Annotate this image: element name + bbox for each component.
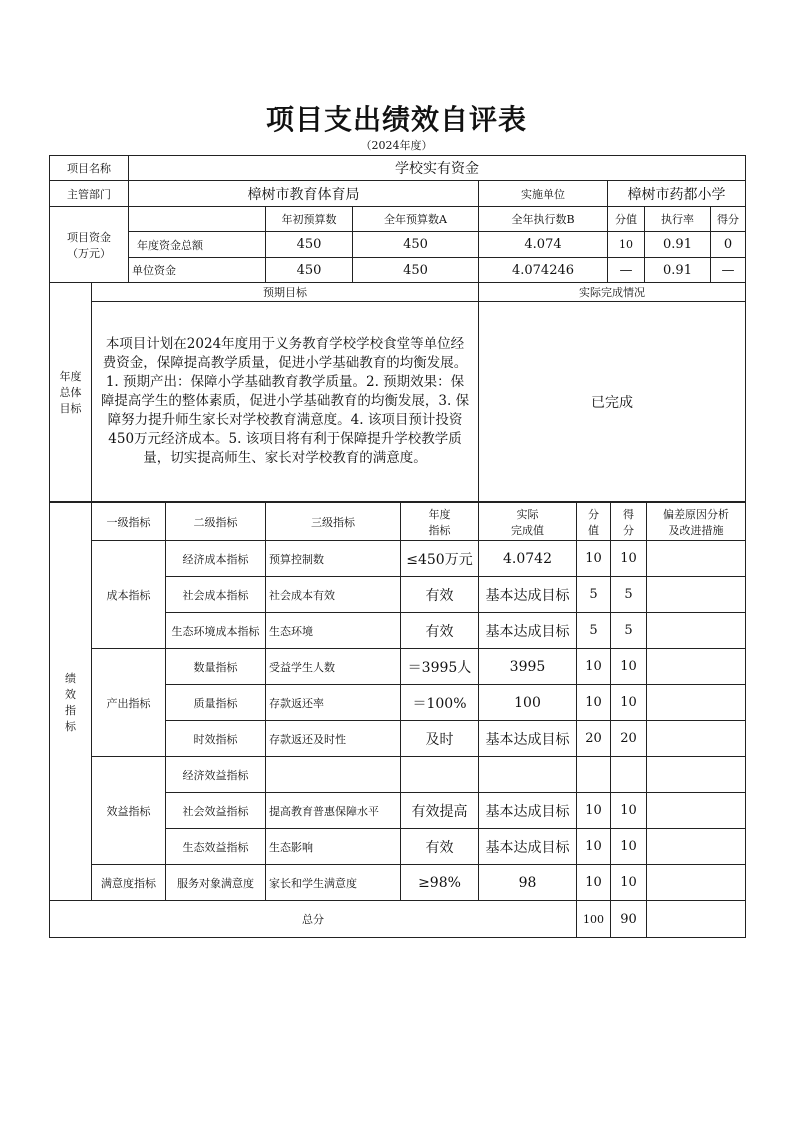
- header-score-line1: 得: [623, 507, 634, 521]
- level3-indicator: 存款返还及时性: [266, 721, 401, 757]
- funds-row: [50, 232, 746, 258]
- performance-label-char: 绩: [65, 671, 76, 685]
- total-value: 100: [577, 901, 611, 938]
- deviation-analysis: [647, 541, 746, 577]
- level3-indicator: [266, 757, 401, 793]
- annual-target: 有效提高: [401, 793, 479, 829]
- header-deviation: [647, 503, 746, 541]
- deviation-analysis: [647, 793, 746, 829]
- funds-score: 0: [711, 232, 746, 258]
- project-name-value: 学校实有资金: [129, 156, 746, 181]
- score: 10: [611, 865, 647, 901]
- level1-indicator: 产出指标: [92, 649, 166, 757]
- total-score: 90: [611, 901, 647, 938]
- goals-label: [50, 283, 92, 502]
- deviation-analysis: [647, 649, 746, 685]
- funds-score-value: —: [608, 258, 645, 283]
- annual-target: ≥98%: [401, 865, 479, 901]
- header-level3: 三级指标: [266, 503, 401, 541]
- indicator-row: [50, 757, 746, 793]
- expected-goal-text: 本项目计划在2024年度用于义务教育学校学校食堂等单位经费资金，保障提高教学质量，促进小学基础教育的均衡发展。1. 预期产出：保障小学基础教育教学质量。2. 预期效果：保障提高学生的整体素质，促进小学基础教育的均衡发展，3. 保障努力提升师生家长对学校教育满意度。4. 该项目预计投资450万元经济成本。5. 该项目将有利于保障提升学校教学质量，切实提高师生、家长对学校教育的满意度。: [92, 302, 479, 502]
- actual-value: 98: [479, 865, 577, 901]
- annual-target: ＝100%: [401, 685, 479, 721]
- level3-indicator: 社会成本有效: [266, 577, 401, 613]
- header-deviation-line2: 及改进措施: [668, 523, 724, 537]
- performance-label-char: 效: [65, 687, 76, 701]
- level3-indicator: 生态影响: [266, 829, 401, 865]
- deviation-analysis: [647, 757, 746, 793]
- level2-indicator: 服务对象满意度: [166, 865, 266, 901]
- score-value: 10: [577, 541, 611, 577]
- deviation-analysis: [647, 577, 746, 613]
- score-value: 10: [577, 649, 611, 685]
- impl-unit-value: 樟树市药都小学: [608, 181, 746, 207]
- score-value: 20: [577, 721, 611, 757]
- level3-indicator: 家长和学生满意度: [266, 865, 401, 901]
- expected-goal-header: 预期目标: [92, 283, 479, 302]
- deviation-analysis: [647, 721, 746, 757]
- deviation-analysis: [647, 865, 746, 901]
- level2-indicator: 经济成本指标: [166, 541, 266, 577]
- page-title: 项目支出绩效自评表: [265, 103, 527, 136]
- actual-completion-text: 已完成: [479, 302, 746, 502]
- score-value: 10: [577, 829, 611, 865]
- header-actual-line2: 完成值: [511, 523, 544, 537]
- funds-label-line2: （万元）: [67, 246, 111, 260]
- funds-row-name: 年度资金总额: [129, 232, 266, 258]
- indicator-row: [50, 865, 746, 901]
- funds-header-score-value: 分值: [608, 207, 645, 232]
- level2-indicator: 社会效益指标: [166, 793, 266, 829]
- header-score-value-line1: 分: [588, 507, 599, 521]
- indicator-row: [50, 649, 746, 685]
- level1-indicator: 成本指标: [92, 541, 166, 649]
- level2-indicator: 数量指标: [166, 649, 266, 685]
- header-score-value: [577, 503, 611, 541]
- funds-header-annual: 全年预算数A: [353, 207, 479, 232]
- level2-indicator: 生态效益指标: [166, 829, 266, 865]
- funds-annual: 450: [353, 232, 479, 258]
- actual-value: 基本达成目标: [479, 829, 577, 865]
- actual-value: 基本达成目标: [479, 577, 577, 613]
- annual-target: 有效: [401, 613, 479, 649]
- level2-indicator: 时效指标: [166, 721, 266, 757]
- level2-indicator: 经济效益指标: [166, 757, 266, 793]
- deviation-analysis: [647, 685, 746, 721]
- level3-indicator: 存款返还率: [266, 685, 401, 721]
- header-actual: [479, 503, 577, 541]
- funds-rate: 0.91: [645, 258, 711, 283]
- annual-target: ＝3995人: [401, 649, 479, 685]
- score: 20: [611, 721, 647, 757]
- actual-value: 100: [479, 685, 577, 721]
- annual-target: 有效: [401, 829, 479, 865]
- score: 5: [611, 613, 647, 649]
- score: [611, 757, 647, 793]
- goals-label-line: 年度: [59, 370, 82, 383]
- goals-label-line: 目标: [59, 402, 82, 415]
- project-name-label: 项目名称: [50, 156, 129, 181]
- header-score: [611, 503, 647, 541]
- performance-label-char: 指: [65, 703, 76, 717]
- score-value: 5: [577, 577, 611, 613]
- funds-header-empty: [129, 207, 266, 232]
- score-value: [577, 757, 611, 793]
- level3-indicator: 生态环境: [266, 613, 401, 649]
- funds-label: [50, 207, 129, 283]
- performance-label: [50, 503, 92, 901]
- actual-value: 4.0742: [479, 541, 577, 577]
- score: 10: [611, 649, 647, 685]
- funds-header-score: 得分: [711, 207, 746, 232]
- performance-table: [49, 502, 746, 938]
- funds-executed: 4.074: [479, 232, 608, 258]
- actual-value: 3995: [479, 649, 577, 685]
- score: 10: [611, 793, 647, 829]
- header-score-value-line2: 值: [588, 523, 599, 537]
- funds-header-executed: 全年执行数B: [479, 207, 608, 232]
- funds-header-rate: 执行率: [645, 207, 711, 232]
- annual-target: [401, 757, 479, 793]
- level3-indicator: 提高教育普惠保障水平: [266, 793, 401, 829]
- header-actual-line1: 实际: [516, 507, 539, 521]
- funds-executed: 4.074246: [479, 258, 608, 283]
- actual-value: 基本达成目标: [479, 793, 577, 829]
- funds-initial: 450: [266, 258, 353, 283]
- funds-row-name: 单位资金: [129, 258, 266, 283]
- funds-score-value: 10: [608, 232, 645, 258]
- header-deviation-line1: 偏差原因分析: [663, 507, 729, 521]
- actual-value: 基本达成目标: [479, 613, 577, 649]
- annual-target: 及时: [401, 721, 479, 757]
- funds-score: —: [711, 258, 746, 283]
- deviation-analysis: [647, 829, 746, 865]
- funds-annual: 450: [353, 258, 479, 283]
- annual-target: ≤450万元: [401, 541, 479, 577]
- funds-row: [50, 258, 746, 283]
- funds-header-initial: 年初预算数: [266, 207, 353, 232]
- level2-indicator: 质量指标: [166, 685, 266, 721]
- level2-indicator: 社会成本指标: [166, 577, 266, 613]
- header-level1: 一级指标: [92, 503, 166, 541]
- actual-completion-header: 实际完成情况: [479, 283, 746, 302]
- funds-initial: 450: [266, 232, 353, 258]
- dept-label: 主管部门: [50, 181, 129, 207]
- score: 10: [611, 685, 647, 721]
- total-deviation: [647, 901, 746, 938]
- actual-value: [479, 757, 577, 793]
- level3-indicator: 预算控制数: [266, 541, 401, 577]
- header-annual-target-line2: 指标: [428, 523, 451, 537]
- level1-indicator: 效益指标: [92, 757, 166, 865]
- project-info-table: [49, 155, 746, 502]
- page-subtitle: （2024年度）: [360, 139, 433, 152]
- score-value: 5: [577, 613, 611, 649]
- level2-indicator: 生态环境成本指标: [166, 613, 266, 649]
- annual-target: 有效: [401, 577, 479, 613]
- indicator-row: [50, 541, 746, 577]
- score-value: 10: [577, 685, 611, 721]
- total-label: 总分: [50, 901, 577, 938]
- funds-label-line1: 项目资金: [67, 230, 111, 244]
- performance-label-char: 标: [65, 719, 76, 733]
- score: 10: [611, 829, 647, 865]
- header-annual-target: [401, 503, 479, 541]
- score: 5: [611, 577, 647, 613]
- header-level2: 二级指标: [166, 503, 266, 541]
- level1-indicator: 满意度指标: [92, 865, 166, 901]
- goals-label-line: 总体: [59, 386, 82, 399]
- score: 10: [611, 541, 647, 577]
- deviation-analysis: [647, 613, 746, 649]
- header-score-line2: 分: [623, 523, 634, 537]
- level3-indicator: 受益学生人数: [266, 649, 401, 685]
- header-annual-target-line1: 年度: [428, 507, 451, 521]
- dept-value: 樟树市教育体育局: [129, 181, 479, 207]
- actual-value: 基本达成目标: [479, 721, 577, 757]
- funds-rate: 0.91: [645, 232, 711, 258]
- score-value: 10: [577, 865, 611, 901]
- impl-unit-label: 实施单位: [479, 181, 608, 207]
- score-value: 10: [577, 793, 611, 829]
